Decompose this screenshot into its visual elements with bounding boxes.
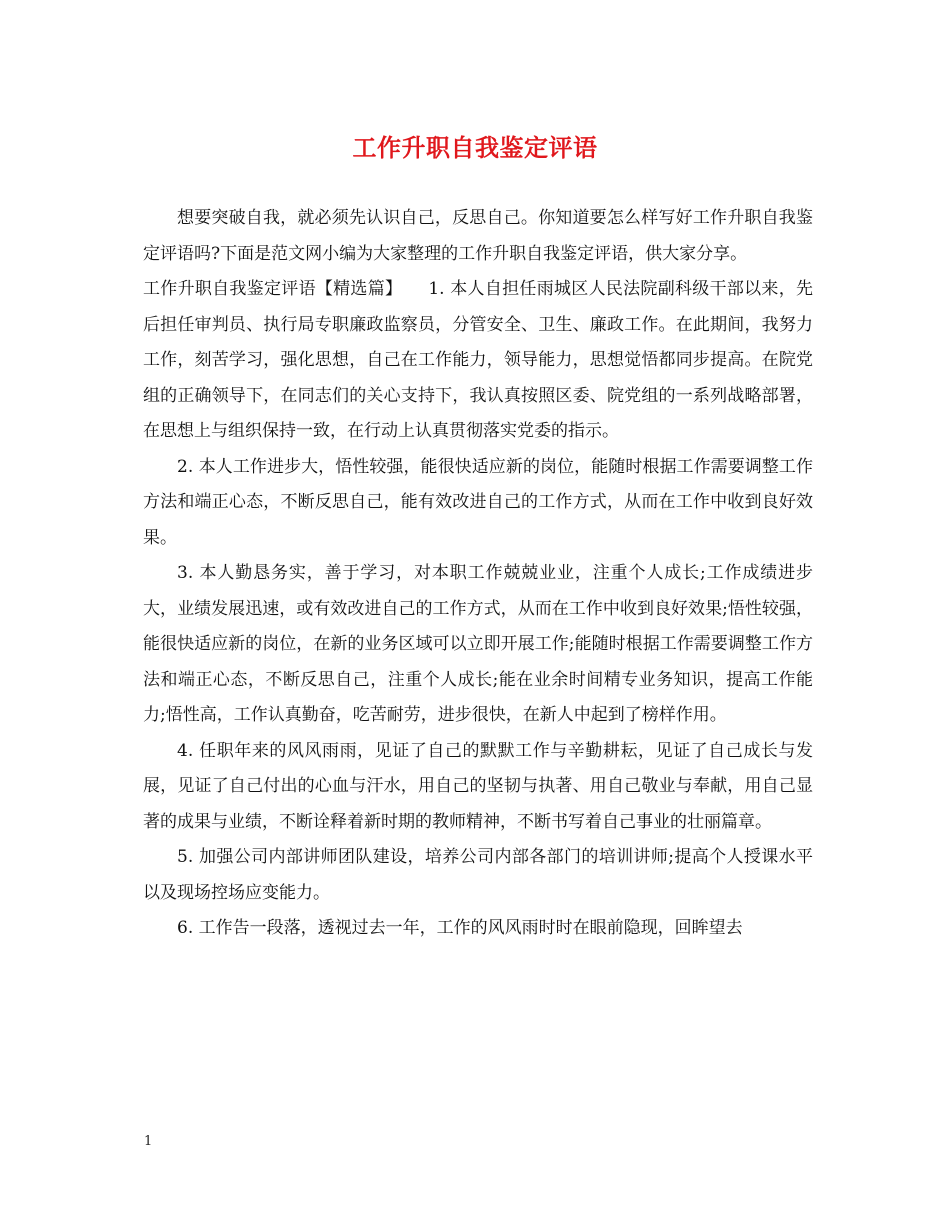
page-number: 1 bbox=[144, 1134, 153, 1149]
section-paragraph-4: 4. 任职年来的风风雨雨，见证了自己的默默工作与辛勤耕耘，见证了自己成长与发展，见证了自己付出的心血与汗水，用自己的坚韧与执著、用自己敬业与奉献，用自己显著的成果与业绩，不断诠释着新时期的教师精神，不断书写着自己事业的壮丽篇章。 bbox=[143, 740, 813, 832]
document-title: 工作升职自我鉴定评语 bbox=[352, 133, 598, 162]
section-paragraph-5: 5. 加强公司内部讲师团队建设，培养公司内部各部门的培训讲师;提高个人授课水平以及现场控场应变能力。 bbox=[143, 847, 813, 903]
section-paragraph-1: 工作升职自我鉴定评语【精选篇】 1. 本人自担任雨城区人民法院副科级干部以来，先后担任审判员、执行局专职廉政监察员，分管安全、卫生、廉政工作。在此期间，我努力工作，刻苦学习，强化思想，自己在工作能力，领导能力，思想觉悟都同步提高。在院党组的正确领导下，在同志们的关心支持下，我认真按照区委、院党组的一系列战略部署，在思想上与组织保持一致，在行动上认真贯彻落实党委的指示。 bbox=[143, 279, 813, 441]
section-paragraph-3: 3. 本人勤恳务实，善于学习，对本职工作兢兢业业，注重个人成长;工作成绩进步大，业绩发展迅速，或有效改进自己的工作方式，从而在工作中收到良好效果;悟性较强，能很快适应新的岗位，在新的业务区域可以立即开展工作;能随时根据工作需要调整工作方法和端正心态，不断反思自己，注重个人成长;能在业余时间精专业务知识，提高工作能力;悟性高，工作认真勤奋，吃苦耐劳，进步很快，在新人中起到了榜样作用。 bbox=[143, 563, 813, 725]
section-paragraph-6: 6. 工作告一段落，透视过去一年，工作的风风雨时时在眼前隐现，回眸望去 bbox=[177, 918, 743, 938]
intro-paragraph: 想要突破自我，就必须先认识自己，反思自己。你知道要怎么样写好工作升职自我鉴定评语吗?下面是范文网小编为大家整理的工作升职自我鉴定评语，供大家分享。 bbox=[143, 208, 813, 264]
document-body bbox=[143, 201, 813, 947]
section-paragraph-2: 2. 本人工作进步大，悟性较强，能很快适应新的岗位，能随时根据工作需要调整工作方法和端正心态，不断反思自己，能有效改进自己的工作方式，从而在工作中收到良好效果。 bbox=[143, 456, 813, 548]
